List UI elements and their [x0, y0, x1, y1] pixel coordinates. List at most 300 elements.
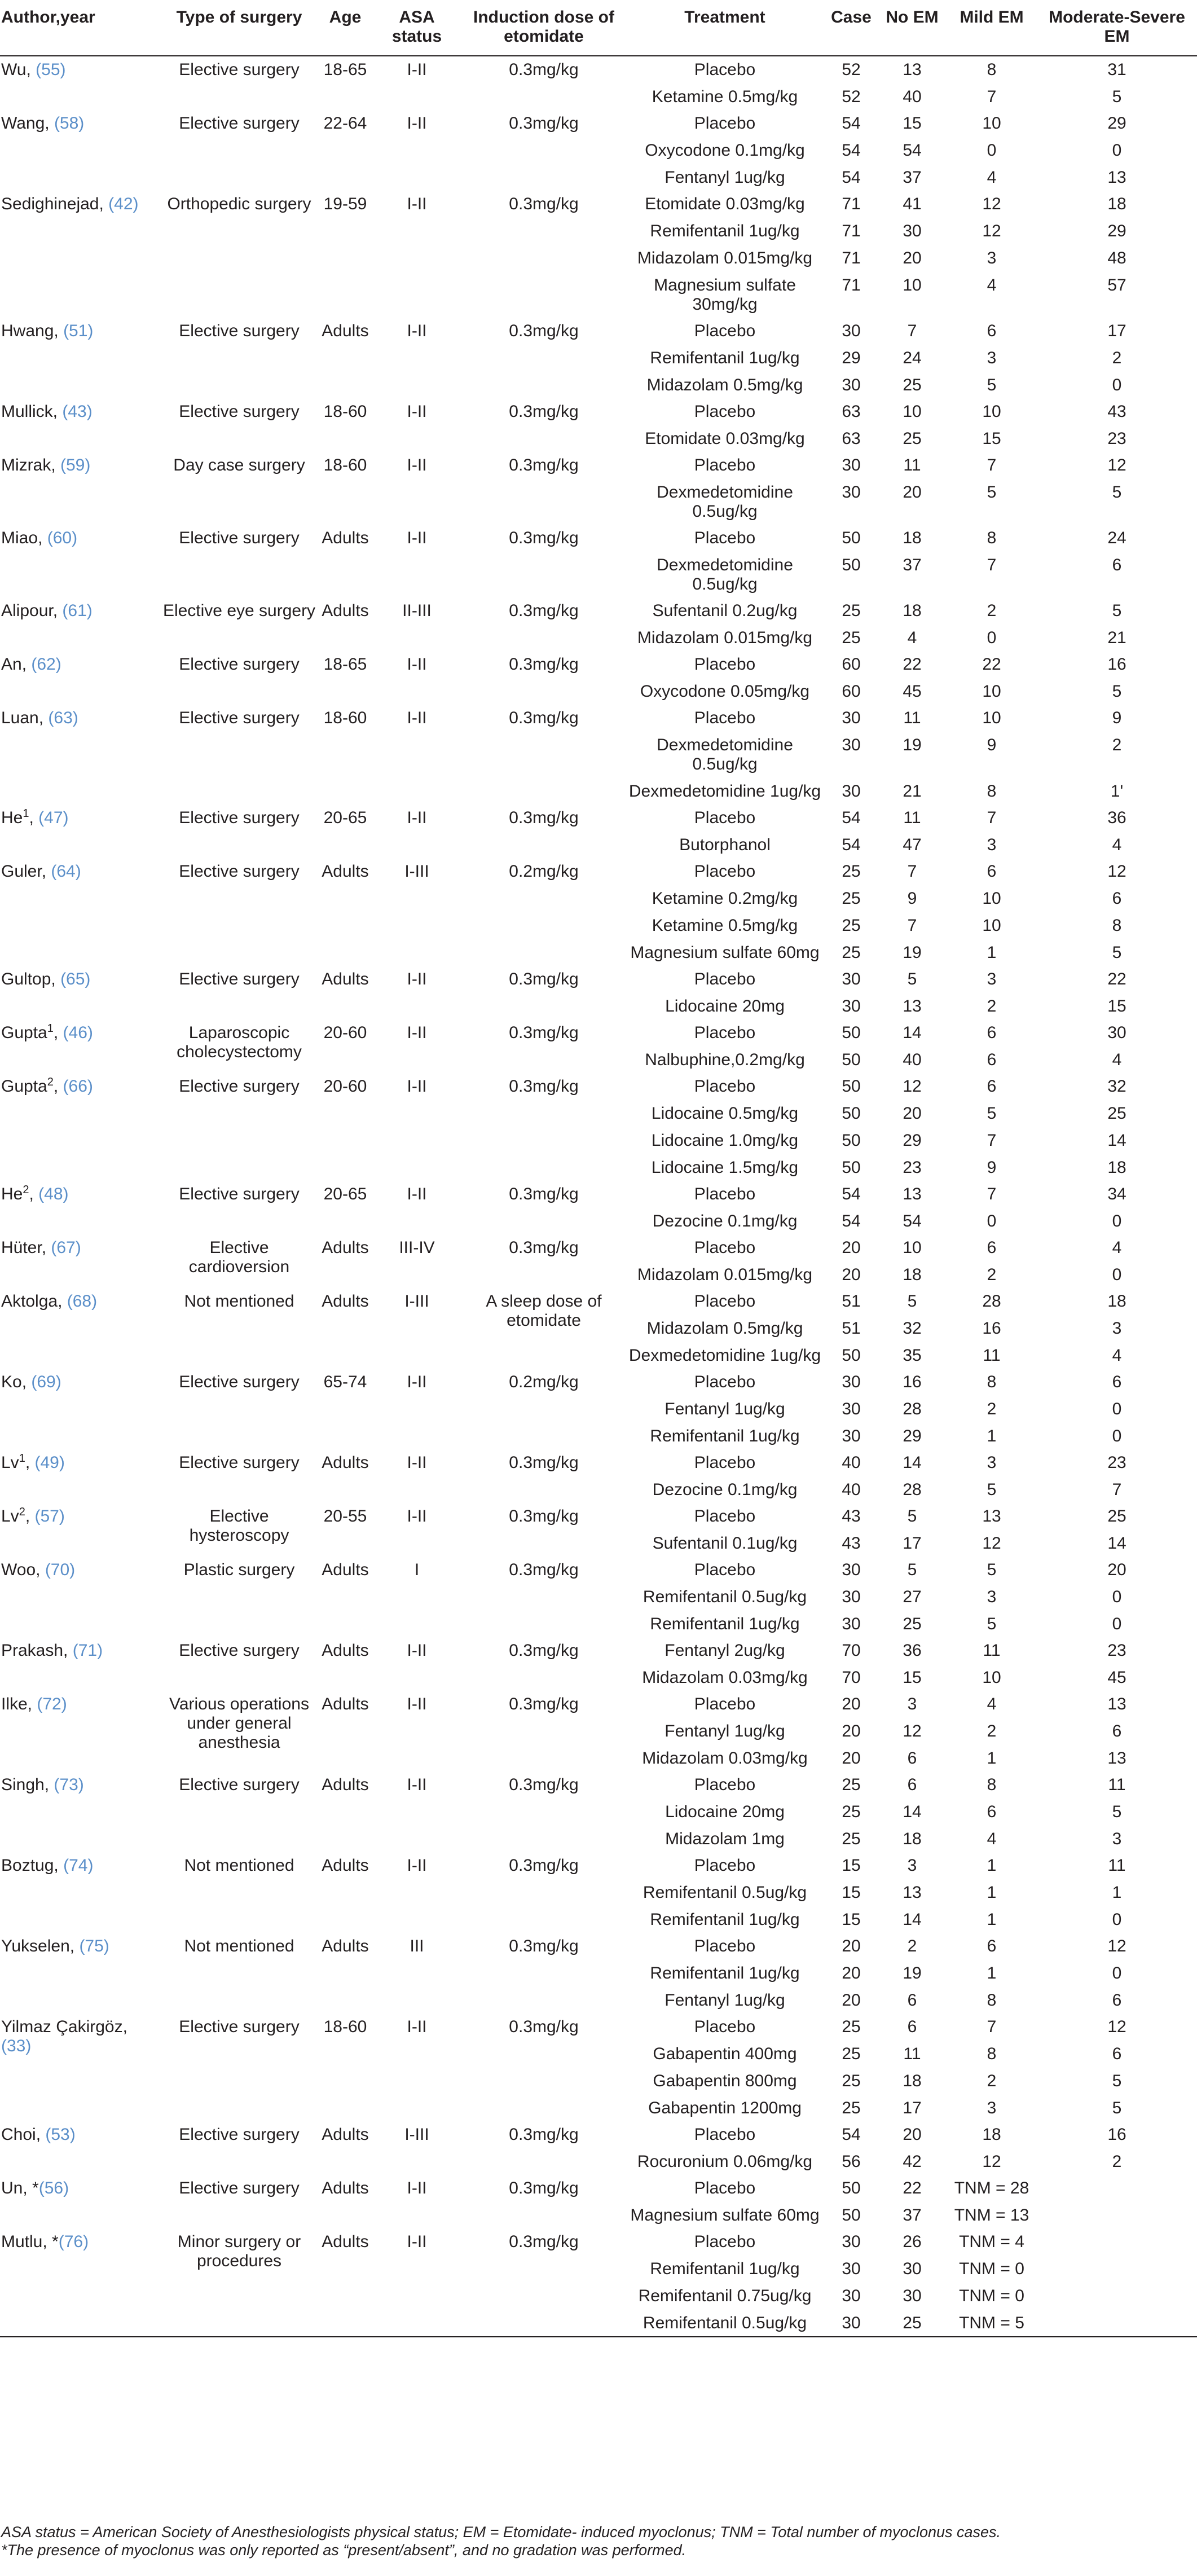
reference-link[interactable]: (59): [60, 456, 91, 474]
moderate-severe-em-cell: 5: [1112, 943, 1122, 962]
reference-link[interactable]: (76): [58, 2232, 89, 2251]
no-em-cell: 12: [903, 1722, 922, 1740]
treatment-cell: Placebo: [694, 2125, 756, 2144]
surgery-type-cell: Elective surgery: [179, 60, 300, 79]
asa-status-cell: I-II: [407, 195, 427, 213]
mild-em-cell: 7: [987, 1185, 997, 1203]
reference-link[interactable]: (56): [38, 2179, 69, 2197]
moderate-severe-em-cell: 5: [1112, 2099, 1122, 2117]
table-row: [0, 191, 1197, 218]
mild-em-cell: TNM = 5: [959, 2314, 1024, 2332]
case-count-cell: 71: [842, 195, 861, 213]
case-count-cell: 25: [842, 2045, 861, 2063]
reference-link[interactable]: (51): [63, 322, 94, 340]
table-row: [0, 1288, 1197, 1315]
author-year-cell: [0, 525, 159, 597]
reference-link[interactable]: (61): [62, 601, 93, 620]
case-count-cell: 50: [842, 1104, 861, 1123]
moderate-severe-em-cell: [1037, 2202, 1197, 2228]
no-em-cell: 13: [903, 997, 922, 1016]
reference-link[interactable]: (60): [47, 529, 78, 547]
surgery-type-cell: Elective surgery: [179, 655, 300, 674]
surgery-type-cell: Elective surgery: [179, 970, 300, 988]
reference-link[interactable]: (68): [67, 1292, 98, 1311]
mild-em-cell: 12: [982, 1534, 1001, 1553]
reference-link[interactable]: (65): [60, 970, 91, 988]
no-em-cell: 30: [903, 222, 922, 240]
moderate-severe-em-cell: 57: [1107, 276, 1126, 294]
no-em-cell: 14: [903, 1803, 922, 1821]
case-count-cell: 25: [842, 2017, 861, 2036]
reference-link[interactable]: (42): [108, 195, 139, 213]
reference-link[interactable]: (46): [63, 1023, 93, 1042]
no-em-cell: 6: [907, 2017, 917, 2036]
case-count-cell: 25: [842, 601, 861, 620]
age-cell: 20-65: [323, 1185, 367, 1203]
reference-link[interactable]: (75): [79, 1937, 109, 1955]
moderate-severe-em-cell: 6: [1112, 556, 1122, 574]
etomidate-dose-cell: 0.3mg/kg: [509, 970, 579, 988]
case-count-cell: 25: [842, 1775, 861, 1794]
moderate-severe-em-cell: [1037, 2175, 1197, 2202]
etomidate-dose-cell: 0.3mg/kg: [509, 1238, 579, 1257]
moderate-severe-em-cell: [1037, 2228, 1197, 2256]
reference-link[interactable]: (48): [38, 1185, 69, 1203]
no-em-cell: 7: [907, 916, 917, 935]
treatment-cell: Placebo: [694, 1077, 756, 1096]
mild-em-cell: 3: [987, 836, 997, 854]
mild-em-cell: 4: [987, 168, 997, 187]
no-em-cell: 13: [903, 1185, 922, 1203]
no-em-cell: 4: [907, 628, 917, 647]
treatment-cell: Lidocaine 1.5mg/kg: [651, 1158, 799, 1177]
author-year-cell: Lv$^2$, (57): [1, 1506, 65, 1526]
treatment-cell: Fentanyl 2ug/kg: [664, 1641, 785, 1660]
treatment-cell: Ketamine 0.5mg/kg: [652, 87, 798, 106]
no-em-cell: 35: [903, 1346, 922, 1365]
no-em-cell: 42: [903, 2152, 922, 2171]
age-cell: 18-60: [323, 709, 367, 727]
moderate-severe-em-cell: 7: [1112, 1480, 1122, 1499]
moderate-severe-em-cell: 34: [1107, 1185, 1126, 1203]
case-count-cell: 63: [842, 402, 861, 421]
no-em-cell: 18: [903, 1265, 922, 1284]
no-em-cell: 24: [903, 349, 922, 367]
no-em-cell: 10: [903, 276, 922, 294]
etomidate-dose-cell: A sleep dose of etomidate: [486, 1292, 602, 1330]
case-count-cell: 25: [842, 1803, 861, 1821]
author-year-cell: [0, 858, 159, 966]
moderate-severe-em-cell: 11: [1108, 1775, 1126, 1794]
mild-em-cell: 8: [987, 529, 997, 547]
no-em-cell: 23: [903, 1158, 922, 1177]
author-name: Yilmaz Çakirgöz,: [1, 2017, 127, 2036]
treatment-cell: Remifentanil 0.5ug/kg: [642, 1588, 807, 1606]
author-year-cell: [0, 705, 159, 805]
no-em-cell: 27: [903, 1588, 922, 1606]
mild-em-cell: 7: [987, 87, 997, 106]
treatment-cell: Placebo: [694, 808, 756, 827]
reference-link[interactable]: (71): [72, 1641, 103, 1660]
case-count-cell: 30: [842, 736, 861, 754]
age-cell: Adults: [322, 1292, 369, 1311]
mild-em-cell: 2: [987, 1400, 997, 1418]
no-em-cell: 5: [907, 1560, 917, 1579]
asa-status-cell: I-II: [407, 2017, 427, 2036]
reference-link[interactable]: (49): [34, 1453, 65, 1472]
author-name: Hwang,: [1, 322, 64, 340]
no-em-cell: 37: [903, 556, 922, 574]
no-em-cell: 6: [907, 1749, 917, 1768]
author-name: Ko,: [1, 1373, 32, 1391]
asa-status-cell: I-II: [407, 60, 427, 79]
treatment-cell: Gabapentin 800mg: [653, 2072, 797, 2090]
table-row: [0, 705, 1197, 732]
table-row: [0, 2014, 1197, 2041]
reference-link[interactable]: (33): [1, 2037, 32, 2055]
reference-link[interactable]: (67): [51, 1238, 81, 1257]
reference-link[interactable]: (47): [38, 808, 69, 827]
treatment-cell: Sufentanil 0.2ug/kg: [652, 601, 798, 620]
author-year-cell: [0, 110, 159, 191]
moderate-severe-em-cell: [1037, 2283, 1197, 2310]
reference-link[interactable]: (43): [62, 402, 93, 421]
no-em-cell: 10: [903, 1238, 922, 1257]
age-cell: Adults: [322, 970, 369, 988]
no-em-cell: 12: [903, 1077, 922, 1096]
treatment-cell: Placebo: [694, 114, 756, 133]
case-count-cell: 50: [842, 556, 861, 574]
asa-status-cell: I-III: [404, 862, 429, 881]
surgery-type-cell: Elective surgery: [179, 862, 300, 881]
author-year-cell: He$^1$, (47): [1, 807, 69, 827]
surgery-type-cell: Laparoscopic cholecystectomy: [177, 1023, 302, 1061]
case-count-cell: 25: [842, 862, 861, 881]
treatment-cell: Remifentanil 0.75ug/kg: [638, 2287, 812, 2305]
treatment-cell: Midazolam 0.5mg/kg: [646, 1319, 803, 1338]
no-em-cell: 25: [903, 376, 922, 394]
moderate-severe-em-cell: 5: [1112, 1803, 1122, 1821]
treatment-cell: Placebo: [694, 709, 756, 727]
age-cell: Adults: [322, 1775, 369, 1794]
no-em-cell: 18: [903, 601, 922, 620]
moderate-severe-em-cell: 23: [1107, 1453, 1126, 1472]
treatment-cell: Fentanyl 1ug/kg: [664, 1722, 785, 1740]
treatment-cell: Magnesium sulfate 60mg: [630, 2206, 820, 2225]
case-count-cell: 51: [842, 1292, 861, 1311]
mild-em-cell: TNM = 0: [959, 2260, 1024, 2278]
mild-em-cell: 8: [987, 2045, 997, 2063]
treatment-cell: Remifentanil 1ug/kg: [650, 2260, 800, 2278]
mild-em-cell: 5: [987, 1560, 997, 1579]
age-cell: 18-60: [323, 402, 367, 421]
moderate-severe-em-cell: [1037, 2310, 1197, 2337]
case-count-cell: 43: [842, 1507, 861, 1526]
no-em-cell: 22: [903, 655, 922, 674]
moderate-severe-em-cell: 3: [1112, 1319, 1122, 1338]
mild-em-cell: 1: [987, 1749, 997, 1768]
author-name: Un, *: [1, 2179, 39, 2197]
reference-link[interactable]: (55): [36, 60, 66, 79]
mild-em-cell: 4: [987, 1695, 997, 1713]
etomidate-dose-cell: 0.3mg/kg: [509, 1453, 579, 1472]
mild-em-cell: 7: [987, 1131, 997, 1150]
mild-em-cell: 11: [983, 1641, 1001, 1660]
asa-status-cell: III: [410, 1937, 424, 1955]
author-year-cell: [0, 398, 159, 452]
no-em-cell: 32: [903, 1319, 922, 1338]
mild-em-cell: 8: [987, 1373, 997, 1391]
no-em-cell: 26: [903, 2232, 922, 2251]
moderate-severe-em-cell: 13: [1107, 168, 1126, 187]
no-em-cell: 11: [903, 2045, 921, 2063]
case-count-cell: 15: [842, 1856, 861, 1875]
treatment-cell: Butorphanol: [679, 836, 771, 854]
treatment-cell: Placebo: [694, 2017, 756, 2036]
age-cell: 18-60: [323, 456, 367, 474]
etomidate-dose-cell: 0.3mg/kg: [509, 60, 579, 79]
age-cell: Adults: [322, 862, 369, 881]
surgery-type-cell: Elective surgery: [179, 322, 300, 340]
no-em-cell: 15: [903, 114, 922, 133]
age-cell: Adults: [322, 1238, 369, 1257]
asa-status-cell: I-II: [407, 1185, 427, 1203]
table-row: [0, 110, 1197, 137]
reference-link[interactable]: (69): [31, 1373, 61, 1391]
age-cell: Adults: [322, 1453, 369, 1472]
author-superscript: 1: [47, 1022, 54, 1035]
surgery-type-cell: Not mentioned: [184, 1856, 294, 1875]
mild-em-cell: 10: [982, 114, 1001, 133]
table-row: [0, 56, 1197, 83]
no-em-cell: 41: [903, 195, 922, 213]
case-count-cell: 54: [842, 2125, 861, 2144]
mild-em-cell: 4: [987, 1830, 997, 1848]
etomidate-dose-cell: 0.3mg/kg: [509, 709, 579, 727]
moderate-severe-em-cell: 43: [1107, 402, 1126, 421]
surgery-type-cell: Elective surgery: [179, 1185, 300, 1203]
asa-status-cell: I-II: [407, 808, 427, 827]
mild-em-cell: 3: [987, 970, 997, 988]
case-count-cell: 25: [842, 2099, 861, 2117]
surgery-type-cell: Elective surgery: [179, 1453, 300, 1472]
footnote-myoclonus-gradation: *The presence of myoclonus was only reported as “present/absent”, and no gradation was performed.: [1, 2542, 686, 2559]
treatment-cell: Midazolam 0.5mg/kg: [646, 376, 803, 394]
asa-status-cell: I-II: [407, 1453, 427, 1472]
case-count-cell: 25: [842, 1830, 861, 1848]
case-count-cell: 20: [842, 1695, 861, 1713]
moderate-severe-em-cell: 29: [1107, 114, 1126, 133]
no-em-cell: 25: [903, 1615, 922, 1633]
case-count-cell: 30: [842, 1373, 861, 1391]
case-count-cell: 50: [842, 2206, 861, 2225]
treatment-cell: Placebo: [694, 1560, 756, 1579]
no-em-cell: 10: [903, 402, 922, 421]
surgery-type-cell: Elective cardioversion: [188, 1238, 290, 1276]
reference-link[interactable]: (53): [45, 2125, 76, 2144]
mild-em-cell: 15: [982, 429, 1001, 448]
author-superscript: 2: [19, 1506, 25, 1518]
age-cell: 20-65: [323, 808, 367, 827]
no-em-cell: 11: [903, 808, 921, 827]
no-em-cell: 7: [907, 322, 917, 340]
moderate-severe-em-cell: 0: [1112, 1400, 1122, 1418]
asa-status-cell: I-II: [407, 709, 427, 727]
reference-link[interactable]: (70): [45, 1560, 76, 1579]
treatment-cell: Midazolam 0.03mg/kg: [642, 1668, 808, 1687]
no-em-cell: 28: [903, 1400, 922, 1418]
asa-status-cell: I-II: [407, 1695, 427, 1713]
reference-link[interactable]: (74): [63, 1856, 94, 1875]
no-em-cell: 6: [907, 1775, 917, 1794]
mild-em-cell: 2: [987, 601, 997, 620]
author-name: Woo,: [1, 1560, 45, 1579]
case-count-cell: 60: [842, 682, 861, 701]
moderate-severe-em-cell: 6: [1112, 2045, 1122, 2063]
case-count-cell: 30: [842, 1615, 861, 1633]
moderate-severe-em-cell: 6: [1112, 1991, 1122, 2010]
reference-link[interactable]: (58): [54, 114, 85, 133]
moderate-severe-em-cell: 13: [1107, 1695, 1126, 1713]
treatment-cell: Remifentanil 0.5ug/kg: [642, 1883, 807, 1902]
case-count-cell: 30: [842, 2260, 861, 2278]
table-row: [0, 318, 1197, 345]
age-cell: 20-60: [323, 1023, 367, 1042]
treatment-cell: Placebo: [694, 862, 756, 881]
mild-em-cell: 7: [987, 808, 997, 827]
table-footnotes: [1, 2523, 1191, 2559]
etomidate-dose-cell: 0.3mg/kg: [509, 1641, 579, 1660]
case-count-cell: 20: [842, 1265, 861, 1284]
surgery-type-cell: Elective surgery: [179, 114, 300, 133]
age-cell: Adults: [322, 322, 369, 340]
moderate-severe-em-cell: 16: [1107, 655, 1126, 674]
case-count-cell: 50: [842, 2179, 861, 2197]
reference-link[interactable]: (64): [51, 862, 81, 881]
treatment-cell: Sufentanil 0.1ug/kg: [652, 1534, 798, 1553]
mild-em-cell: 2: [987, 1722, 997, 1740]
age-cell: 22-64: [323, 114, 367, 133]
moderate-severe-em-cell: 12: [1107, 862, 1126, 881]
etomidate-dose-cell: 0.3mg/kg: [509, 114, 579, 133]
table-row: [0, 651, 1197, 678]
treatment-cell: Lidocaine 20mg: [665, 997, 785, 1016]
treatment-cell: Placebo: [694, 322, 756, 340]
mild-em-cell: 2: [987, 1265, 997, 1284]
no-em-cell: 5: [907, 1507, 917, 1526]
table-row: [0, 1234, 1197, 1261]
no-em-cell: 19: [903, 943, 922, 962]
treatment-cell: Placebo: [694, 402, 756, 421]
author-year-cell: [0, 2228, 159, 2337]
author-year-cell: [0, 2014, 159, 2121]
treatment-cell: Placebo: [694, 1292, 756, 1311]
no-em-cell: 25: [903, 2314, 922, 2332]
no-em-cell: 37: [903, 168, 922, 187]
treatment-cell: Placebo: [694, 456, 756, 474]
author-name: Lv: [1, 1507, 19, 1526]
case-count-cell: 54: [842, 1212, 861, 1230]
reference-link[interactable]: (72): [37, 1695, 67, 1713]
moderate-severe-em-cell: 0: [1112, 376, 1122, 394]
treatment-cell: Fentanyl 1ug/kg: [664, 1400, 785, 1418]
case-count-cell: 50: [842, 1158, 861, 1177]
case-count-cell: 25: [842, 2072, 861, 2090]
column-header: Author,year: [1, 8, 95, 27]
table-row: [0, 1369, 1197, 1396]
no-em-cell: 5: [907, 1292, 917, 1311]
column-header: ASA status: [391, 8, 442, 46]
author-name: Hüter,: [1, 1238, 51, 1257]
reference-link[interactable]: (66): [63, 1077, 93, 1096]
table-row: [0, 2175, 1197, 2202]
reference-link[interactable]: (57): [34, 1507, 65, 1526]
etomidate-dose-cell: 0.3mg/kg: [509, 322, 579, 340]
author-name: Wu,: [1, 60, 36, 79]
mild-em-cell: 4: [987, 276, 997, 294]
author-name: Aktolga,: [1, 1292, 67, 1311]
mild-em-cell: 10: [982, 1668, 1001, 1687]
reference-link[interactable]: (62): [31, 655, 61, 674]
no-em-cell: 40: [903, 1050, 922, 1069]
asa-status-cell: I-II: [407, 456, 427, 474]
etomidate-dose-cell: 0.3mg/kg: [509, 1507, 579, 1526]
mild-em-cell: 10: [982, 709, 1001, 727]
treatment-cell: Magnesium sulfate 60mg: [630, 943, 820, 962]
moderate-severe-em-cell: 14: [1107, 1534, 1126, 1553]
age-cell: Adults: [322, 2179, 369, 2197]
treatment-cell: Placebo: [694, 1238, 756, 1257]
no-em-cell: 14: [903, 1023, 922, 1042]
reference-link[interactable]: (73): [54, 1775, 84, 1794]
moderate-severe-em-cell: 0: [1112, 1615, 1122, 1633]
treatment-cell: Midazolam 1mg: [665, 1830, 785, 1848]
mild-em-cell: 1: [987, 1856, 997, 1875]
asa-status-cell: I-II: [407, 655, 427, 674]
moderate-severe-em-cell: 18: [1107, 195, 1126, 213]
asa-status-cell: I-III: [404, 2125, 429, 2144]
no-em-cell: 54: [903, 1212, 922, 1230]
case-count-cell: 52: [842, 87, 861, 106]
age-cell: Adults: [322, 1641, 369, 1660]
asa-status-cell: I-II: [407, 114, 427, 133]
treatment-cell: Placebo: [694, 1775, 756, 1794]
case-count-cell: 30: [842, 709, 861, 727]
case-count-cell: 54: [842, 114, 861, 133]
treatment-cell: Placebo: [694, 970, 756, 988]
treatment-cell: Oxycodone 0.1mg/kg: [645, 141, 805, 160]
asa-status-cell: I: [414, 1560, 420, 1579]
mild-em-cell: 6: [987, 862, 997, 881]
moderate-severe-em-cell: 4: [1112, 1346, 1122, 1365]
surgery-type-cell: Elective surgery: [179, 1775, 300, 1794]
author-year-cell: Gupta$^1$, (46): [1, 1022, 93, 1042]
case-count-cell: 50: [842, 1077, 861, 1096]
case-count-cell: 30: [842, 782, 861, 801]
column-header: Type of surgery: [176, 8, 302, 27]
treatment-cell: Placebo: [694, 1695, 756, 1713]
no-em-cell: 22: [903, 2179, 922, 2197]
reference-link[interactable]: (63): [48, 709, 78, 727]
mild-em-cell: 12: [982, 222, 1001, 240]
column-header: Mild EM: [960, 8, 1024, 27]
no-em-cell: 36: [903, 1641, 922, 1660]
table-row: [0, 525, 1197, 552]
author-year-cell: [0, 318, 159, 398]
etomidate-dose-cell: 0.3mg/kg: [509, 529, 579, 547]
case-count-cell: 20: [842, 1964, 861, 1982]
mild-em-cell: 10: [982, 402, 1001, 421]
